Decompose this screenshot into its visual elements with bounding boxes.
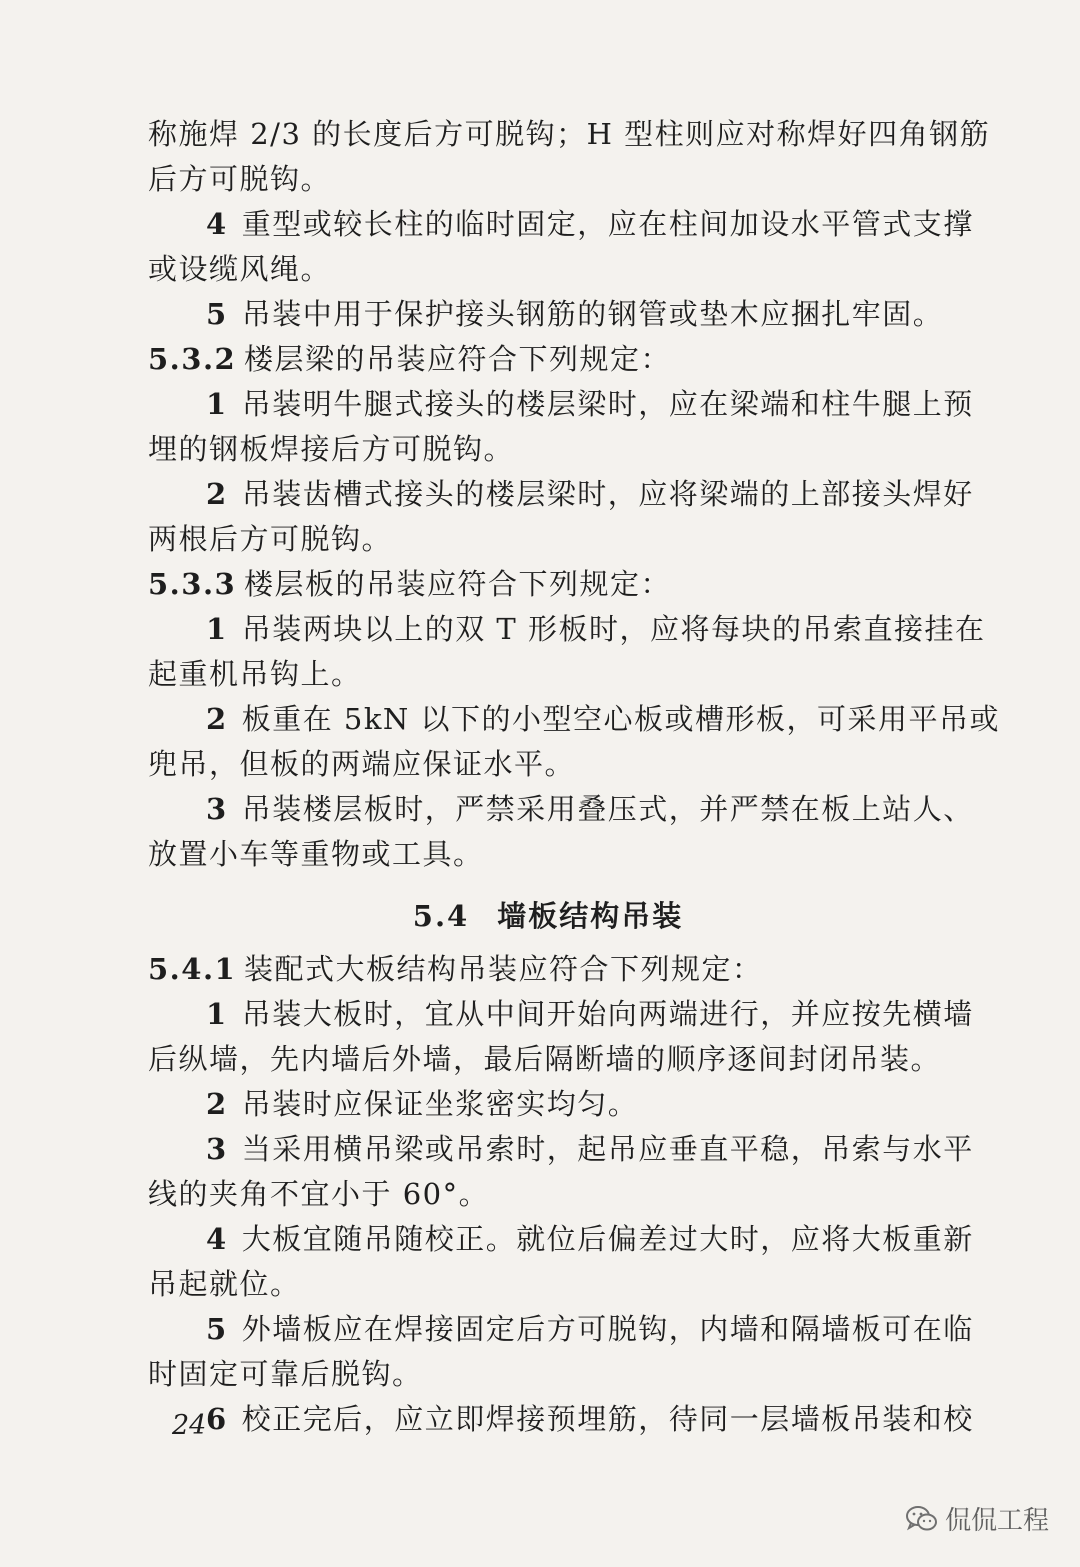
text-span: 称施焊 2/3 的长度后方可脱钩；H 型柱则应对称焊好四角钢筋 xyxy=(148,117,991,151)
item-number: 1 xyxy=(206,387,228,421)
clause-text: 楼层梁的吊装应符合下列规定： xyxy=(244,342,672,376)
clause-text: 楼层板的吊装应符合下列规定： xyxy=(244,567,672,601)
text-line xyxy=(148,742,948,787)
clause-heading xyxy=(148,337,948,382)
section-title-text: 墙板结构吊装 xyxy=(497,899,684,933)
item-number: 5 xyxy=(206,1312,228,1346)
list-item xyxy=(148,1397,974,1442)
clause-number: 5.3.3 xyxy=(148,567,237,601)
text-span: 吊装时应保证坐浆密实均匀。 xyxy=(241,1087,639,1121)
list-item xyxy=(148,1217,974,1262)
text-line xyxy=(148,112,991,157)
item-number: 6 xyxy=(206,1402,228,1436)
text-line xyxy=(148,832,948,877)
text-span: 放置小车等重物或工具。 xyxy=(148,837,484,871)
clause-number: 5.4.1 xyxy=(148,952,237,986)
clause-text: 装配式大板结构吊装应符合下列规定： xyxy=(244,952,763,986)
text-span: 兜吊，但板的两端应保证水平。 xyxy=(148,747,576,781)
section-number: 5.4 xyxy=(412,899,470,933)
text-span: 吊装楼层板时，严禁采用叠压式，并严禁在板上站人、 xyxy=(241,792,974,826)
page-content xyxy=(148,112,1001,1442)
list-item xyxy=(148,697,1001,742)
text-span: 埋的钢板焊接后方可脱钩。 xyxy=(148,432,515,466)
list-item xyxy=(148,607,986,652)
clause-heading xyxy=(148,562,948,607)
section-title xyxy=(148,877,948,947)
text-span: 或设缆风绳。 xyxy=(148,252,332,286)
text-span: 吊装大板时，宜从中间开始向两端进行，并应按先横墙 xyxy=(241,997,974,1031)
list-item xyxy=(148,1127,974,1172)
page-number: 24 xyxy=(172,1410,207,1441)
text-span: 吊装两块以上的双 T 形板时，应将每块的吊索直接挂在 xyxy=(241,612,986,646)
list-item xyxy=(148,382,974,427)
text-span: 时固定可靠后脱钩。 xyxy=(148,1357,423,1391)
item-number: 2 xyxy=(206,702,228,736)
item-number: 1 xyxy=(206,997,228,1031)
clause-heading xyxy=(148,947,948,992)
list-item xyxy=(148,1082,948,1127)
text-line xyxy=(148,247,948,292)
watermark xyxy=(905,1500,1049,1537)
text-line xyxy=(148,517,948,562)
item-number: 3 xyxy=(206,1132,228,1166)
text-span: 校正完后，应立即焊接预埋筋，待同一层墙板吊装和校 xyxy=(241,1402,974,1436)
item-number: 2 xyxy=(206,477,228,511)
item-number: 5 xyxy=(206,297,228,331)
list-item xyxy=(148,292,948,337)
text-span: 板重在 5kN 以下的小型空心板或槽形板，可采用平吊或 xyxy=(241,702,1001,736)
text-span: 吊起就位。 xyxy=(148,1267,301,1301)
text-span: 外墙板应在焊接固定后方可脱钩，内墙和隔墙板可在临 xyxy=(241,1312,974,1346)
text-span: 吊装明牛腿式接头的楼层梁时，应在梁端和柱牛腿上预 xyxy=(241,387,974,421)
list-item xyxy=(148,992,974,1037)
item-number: 2 xyxy=(206,1087,228,1121)
text-span: 当采用横吊梁或吊索时，起吊应垂直平稳，吊索与水平 xyxy=(241,1132,974,1166)
text-span: 起重机吊钩上。 xyxy=(148,657,362,691)
text-line xyxy=(148,1172,948,1217)
wechat-icon xyxy=(905,1505,939,1533)
list-item xyxy=(148,202,974,247)
list-item xyxy=(148,787,974,832)
text-line xyxy=(148,427,948,472)
clause-number: 5.3.2 xyxy=(148,342,237,376)
text-line xyxy=(148,1262,948,1307)
watermark-text: 侃侃工程 xyxy=(945,1506,1050,1536)
text-line xyxy=(148,1037,948,1082)
text-span: 大板宜随吊随校正。就位后偏差过大时，应将大板重新 xyxy=(241,1222,974,1256)
text-span: 线的夹角不宜小于 60°。 xyxy=(148,1177,490,1211)
text-line xyxy=(148,652,948,697)
item-number: 3 xyxy=(206,792,228,826)
text-line xyxy=(148,1352,948,1397)
list-item xyxy=(148,472,974,517)
item-number: 4 xyxy=(206,207,228,241)
item-number: 1 xyxy=(206,612,228,646)
text-span: 后方可脱钩。 xyxy=(148,162,332,196)
text-span: 后纵墙，先内墙后外墙，最后隔断墙的顺序逐间封闭吊装。 xyxy=(148,1042,942,1076)
item-number: 4 xyxy=(206,1222,228,1256)
text-span: 两根后方可脱钩。 xyxy=(148,522,393,556)
text-line xyxy=(148,157,948,202)
list-item xyxy=(148,1307,974,1352)
text-span: 吊装中用于保护接头钢筋的钢管或垫木应捆扎牢固。 xyxy=(241,297,944,331)
text-span: 吊装齿槽式接头的楼层梁时，应将梁端的上部接头焊好 xyxy=(241,477,974,511)
text-span: 重型或较长柱的临时固定，应在柱间加设水平管式支撑 xyxy=(241,207,974,241)
